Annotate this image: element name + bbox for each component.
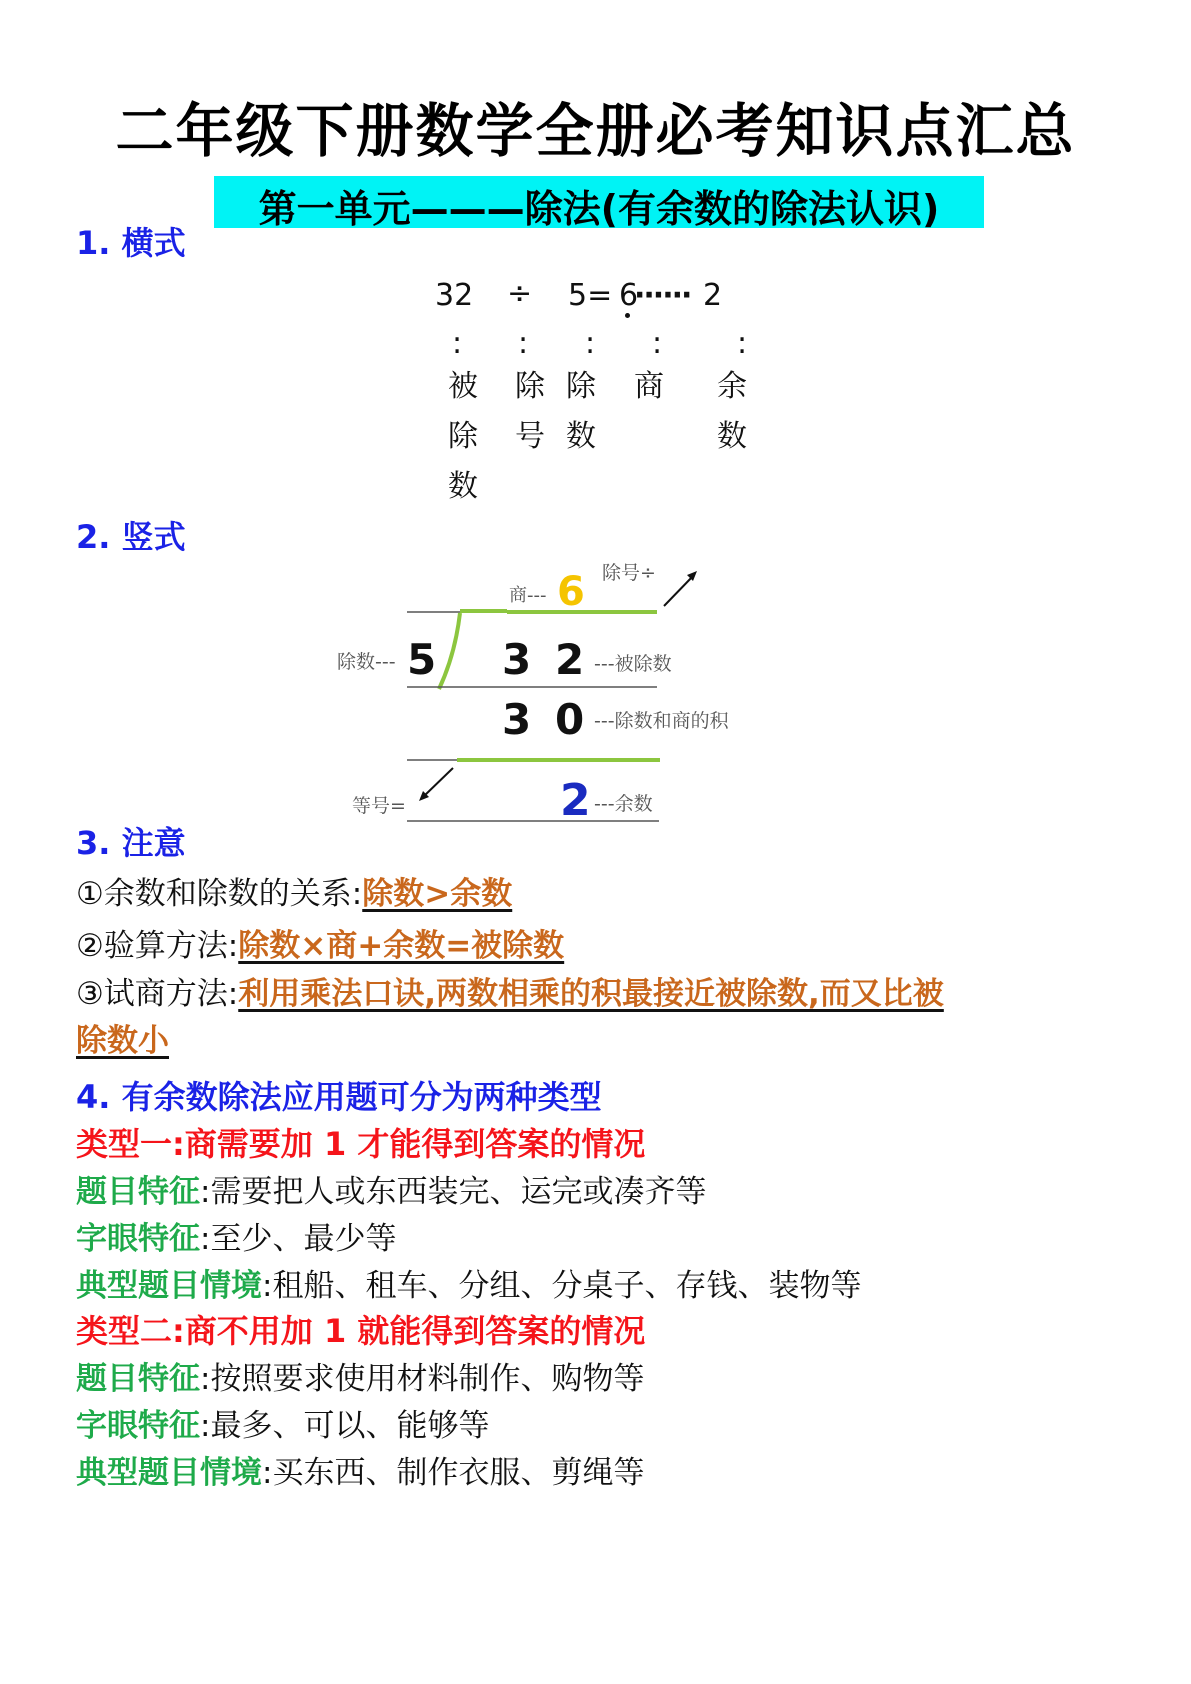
dividend-digit-2: 2 — [555, 635, 585, 684]
dividend-digit-1: 3 — [502, 635, 532, 684]
colon-2: : — [518, 326, 529, 361]
product-label: ---除数和商的积 — [594, 710, 729, 732]
eq-divisor: 5= — [568, 278, 613, 313]
type-2-row-1: 题目特征:按照要求使用材料制作、购物等 — [76, 1361, 645, 1397]
note-item-3: ③试商方法:利用乘法口诀,两数相乘的积最接近被除数,而又比被 — [76, 976, 944, 1012]
label-dividend: 被 除 数 — [448, 369, 478, 504]
note-item-3-cont: 除数小 — [76, 1023, 169, 1059]
type-2-row-2: 字眼特征:最多、可以、能够等 — [76, 1408, 490, 1444]
page-title: 二年级下册数学全册必考知识点汇总 — [115, 97, 1076, 165]
section-heading-3: 3. 注意 — [76, 824, 186, 862]
quotient-dot — [625, 313, 630, 318]
product-digit-2: 0 — [555, 695, 585, 744]
label-quotient: 商 — [634, 369, 664, 404]
colon-5: : — [737, 326, 748, 361]
product-digit-1: 3 — [502, 695, 532, 744]
dividend-label: ---被除数 — [594, 653, 672, 675]
section-heading-1: 1. 横式 — [76, 224, 186, 262]
section-heading-4: 4. 有余数除法应用题可分为两种类型 — [76, 1078, 602, 1116]
note-item-2: ②验算方法:除数×商+余数=被除数 — [76, 928, 565, 964]
eq-dividend: 32 — [435, 278, 474, 313]
unit-heading: 第一单元———除法(有余数的除法认识) — [258, 187, 940, 231]
long-division-diagram — [337, 562, 815, 895]
quotient-label: 商--- — [509, 585, 547, 606]
type-2-row-3: 典型题目情境:买东西、制作衣服、剪绳等 — [76, 1455, 645, 1491]
eq-remainder: 2 — [703, 278, 723, 313]
divisor-digit: 5 — [407, 635, 437, 684]
division-sign-label: 除号÷ — [602, 562, 656, 584]
type-1-row-1: 题目特征:需要把人或东西装完、运完或凑齐等 — [76, 1174, 707, 1210]
remainder-label: ---余数 — [594, 793, 653, 815]
label-remainder: 余 数 — [717, 369, 747, 454]
type-1-row-2: 字眼特征:至少、最少等 — [76, 1221, 397, 1257]
colon-4: : — [652, 326, 663, 361]
eq-dots: ······ — [634, 278, 691, 313]
label-division-sign: 除 号 — [515, 369, 545, 454]
divisor-label: 除数--- — [337, 651, 396, 673]
type-2-title: 类型二:商不用加 1 就能得到答案的情况 — [76, 1312, 646, 1350]
label-divisor: 除 数 — [566, 369, 596, 454]
quotient-digit: 6 — [557, 569, 585, 615]
eq-sign: ÷ — [507, 276, 533, 311]
type-1-title: 类型一:商需要加 1 才能得到答案的情况 — [76, 1125, 646, 1163]
remainder-digit: 2 — [560, 775, 591, 826]
colon-3: : — [585, 326, 596, 361]
equals-label: 等号= — [352, 795, 406, 817]
colon-1: : — [452, 326, 463, 361]
type-1-row-3: 典型题目情境:租船、租车、分组、分桌子、存钱、装物等 — [76, 1268, 862, 1304]
note-item-1: ①余数和除数的关系:除数>余数 — [76, 876, 513, 912]
eq-quotient: 6 — [619, 278, 639, 313]
section-heading-2: 2. 竖式 — [76, 518, 186, 556]
